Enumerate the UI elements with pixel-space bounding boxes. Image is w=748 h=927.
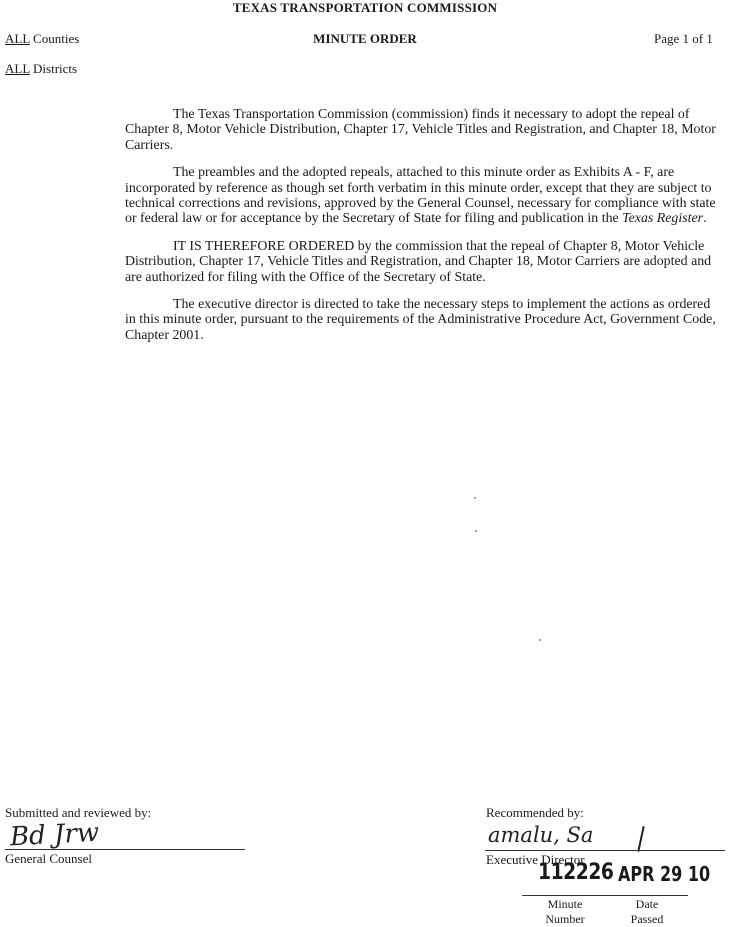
director-signature-line (485, 850, 725, 851)
document-type: MINUTE ORDER (313, 31, 417, 46)
date-caption-line-2: Passed (630, 912, 664, 926)
submitted-label: Submitted and reviewed by: (5, 805, 152, 820)
counties-line (5, 31, 79, 47)
paragraph-ordered: IT IS THEREFORE ORDERED by the commission that the repeal of Chapter 8, Motor Vehicle Distribution, Chapter 17, Vehicle Titles and Registration, and Chapter 18, Motor Carriers are adopted and are authorized for filing with the Office of the Secretary of State. (125, 238, 712, 285)
counsel-title: General Counsel (5, 851, 93, 866)
paragraph-directive: The executive director is directed to take the necessary steps to implement the actions as ordered in this minute order, pursuant to the requirements of the Administrative Procedure Act, Government Code, Chapter 2001. (125, 297, 716, 343)
minute-caption-line-2: Number (545, 912, 585, 926)
paragraph-preambles-end: . (703, 211, 707, 227)
director-signature: amalu, Sa (488, 823, 594, 847)
scan-speck (474, 497, 476, 499)
minute-number-stamp: 112226 (538, 860, 614, 885)
date-passed-caption (612, 897, 682, 927)
counties-link[interactable]: ALL (5, 31, 30, 46)
counsel-signature: Bd Jrw (9, 817, 100, 853)
page-indicator: Page 1 of 1 (654, 31, 713, 46)
date-passed-stamp: APR 29 10 (618, 862, 711, 886)
order-body (125, 107, 722, 355)
minute-number-caption (530, 897, 600, 927)
counties-label: Counties (33, 31, 80, 46)
counsel-signature-line (5, 849, 245, 850)
districts-line (5, 61, 77, 77)
stamp-line (522, 895, 688, 896)
districts-label: Districts (33, 61, 78, 76)
signature-flourish (637, 826, 644, 852)
scan-speck (539, 639, 541, 641)
paragraph-preambles (125, 165, 722, 227)
paragraph-findings: The Texas Transportation Commission (commission) finds it necessary to adopt the repeal of Chapter 8, Motor Vehicle Distribution, Chapter 17, Vehicle Titles and Registration, and Chapter 18, Motor Carriers. (125, 107, 716, 153)
director-title: Executive Director (486, 852, 585, 867)
districts-link[interactable]: ALL (5, 61, 30, 76)
minute-caption-line-1: Minute (547, 897, 583, 911)
commission-title: TEXAS TRANSPORTATION COMMISSION (232, 0, 498, 15)
scan-speck (475, 530, 477, 532)
paragraph-preambles-text: The preambles and the adopted repeals, attached to this minute order as Exhibits A - F, are incorporated by reference as though set forth verbatim in this minute order, except that they are subject to technical corrections and revisions, approved by the General Counsel, necessary for compliance with state or federal law or for acceptance by the Secretary of State for filing and publication in the (125, 165, 716, 227)
texas-register-title: Texas Register (622, 211, 704, 227)
date-caption-line-1: Date (635, 897, 659, 911)
recommended-label: Recommended by: (486, 805, 584, 820)
